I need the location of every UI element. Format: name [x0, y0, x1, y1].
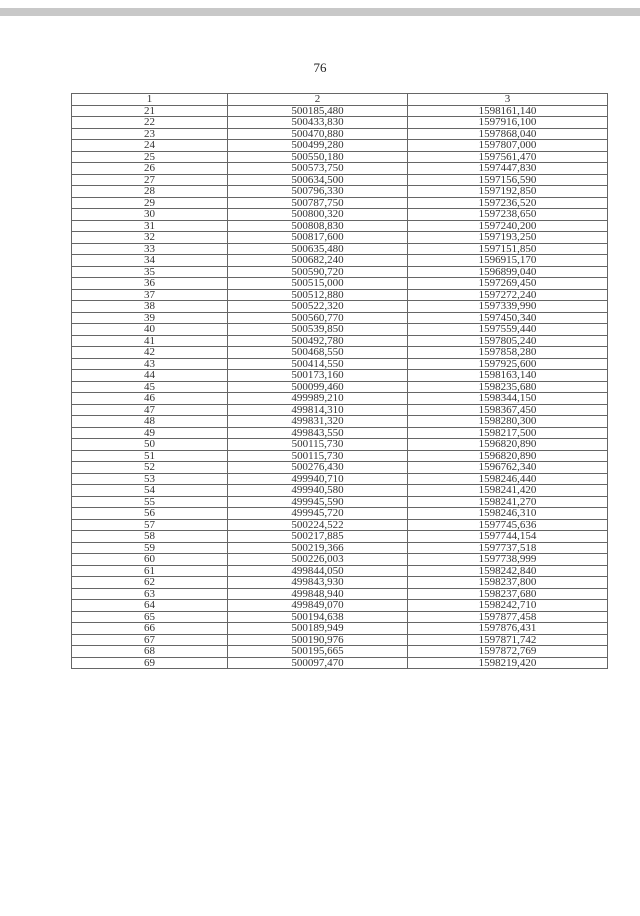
- x-coordinate-cell: 500194,638: [228, 611, 408, 623]
- point-number-cell: 46: [72, 393, 228, 405]
- table-row: [72, 657, 608, 669]
- table-row: [72, 611, 608, 623]
- x-coordinate-cell: 500515,000: [228, 278, 408, 290]
- table-row: [72, 565, 608, 577]
- x-coordinate-cell: 500217,885: [228, 531, 408, 543]
- table-row: [72, 462, 608, 474]
- x-coordinate-cell: 500512,880: [228, 289, 408, 301]
- x-coordinate-cell: 500800,320: [228, 209, 408, 221]
- y-coordinate-cell: 1598235,680: [408, 381, 608, 393]
- y-coordinate-cell: 1596915,170: [408, 255, 608, 267]
- y-coordinate-cell: 1597925,600: [408, 358, 608, 370]
- point-number-cell: 24: [72, 140, 228, 152]
- x-coordinate-cell: 500189,949: [228, 623, 408, 635]
- x-coordinate-cell: 500539,850: [228, 324, 408, 336]
- x-coordinate-cell: 499940,580: [228, 485, 408, 497]
- point-number-cell: 32: [72, 232, 228, 244]
- x-coordinate-cell: 500185,480: [228, 105, 408, 117]
- x-coordinate-cell: 499848,940: [228, 588, 408, 600]
- table-row: [72, 301, 608, 313]
- point-number-cell: 56: [72, 508, 228, 520]
- point-number-cell: 53: [72, 473, 228, 485]
- x-coordinate-cell: 500499,280: [228, 140, 408, 152]
- x-coordinate-cell: 500560,770: [228, 312, 408, 324]
- y-coordinate-cell: 1597858,280: [408, 347, 608, 359]
- x-coordinate-cell: 500492,780: [228, 335, 408, 347]
- y-coordinate-cell: 1597240,200: [408, 220, 608, 232]
- point-number-cell: 35: [72, 266, 228, 278]
- x-coordinate-cell: 500470,880: [228, 128, 408, 140]
- x-coordinate-cell: 500173,160: [228, 370, 408, 382]
- point-number-cell: 62: [72, 577, 228, 589]
- column-header: 3: [408, 94, 608, 106]
- point-number-cell: 40: [72, 324, 228, 336]
- x-coordinate-cell: 499945,720: [228, 508, 408, 520]
- point-number-cell: 58: [72, 531, 228, 543]
- x-coordinate-cell: 499989,210: [228, 393, 408, 405]
- y-coordinate-cell: 1597151,850: [408, 243, 608, 255]
- y-coordinate-cell: 1598241,420: [408, 485, 608, 497]
- point-number-cell: 37: [72, 289, 228, 301]
- table-row: [72, 335, 608, 347]
- table-row: [72, 588, 608, 600]
- x-coordinate-cell: 499849,070: [228, 600, 408, 612]
- table-row: [72, 473, 608, 485]
- x-coordinate-cell: 499843,550: [228, 427, 408, 439]
- x-coordinate-cell: 500550,180: [228, 151, 408, 163]
- x-coordinate-cell: 500635,480: [228, 243, 408, 255]
- point-number-cell: 64: [72, 600, 228, 612]
- table-row: [72, 197, 608, 209]
- table-row: [72, 140, 608, 152]
- point-number-cell: 63: [72, 588, 228, 600]
- x-coordinate-cell: 500097,470: [228, 657, 408, 669]
- table-row: [72, 577, 608, 589]
- point-number-cell: 68: [72, 646, 228, 658]
- point-number-cell: 47: [72, 404, 228, 416]
- point-number-cell: 38: [72, 301, 228, 313]
- table-row: [72, 496, 608, 508]
- y-coordinate-cell: 1597744,154: [408, 531, 608, 543]
- point-number-cell: 66: [72, 623, 228, 635]
- x-coordinate-cell: 500115,730: [228, 450, 408, 462]
- y-coordinate-cell: 1598237,680: [408, 588, 608, 600]
- table-row: [72, 531, 608, 543]
- y-coordinate-cell: 1597877,458: [408, 611, 608, 623]
- coordinates-table: [71, 93, 608, 669]
- x-coordinate-cell: 500522,320: [228, 301, 408, 313]
- point-number-cell: 50: [72, 439, 228, 451]
- y-coordinate-cell: 1598241,270: [408, 496, 608, 508]
- table-row: [72, 439, 608, 451]
- y-coordinate-cell: 1596820,890: [408, 439, 608, 451]
- x-coordinate-cell: 500796,330: [228, 186, 408, 198]
- table-row: [72, 600, 608, 612]
- x-coordinate-cell: 500433,830: [228, 117, 408, 129]
- table-row: [72, 128, 608, 140]
- y-coordinate-cell: 1597339,990: [408, 301, 608, 313]
- x-coordinate-cell: 500226,003: [228, 554, 408, 566]
- x-coordinate-cell: 499940,710: [228, 473, 408, 485]
- x-coordinate-cell: 499831,320: [228, 416, 408, 428]
- point-number-cell: 43: [72, 358, 228, 370]
- x-coordinate-cell: 500224,522: [228, 519, 408, 531]
- table-row: [72, 347, 608, 359]
- y-coordinate-cell: 1597805,240: [408, 335, 608, 347]
- table-body: [72, 105, 608, 669]
- table-row: [72, 427, 608, 439]
- x-coordinate-cell: 500115,730: [228, 439, 408, 451]
- x-coordinate-cell: 500195,665: [228, 646, 408, 658]
- y-coordinate-cell: 1598280,300: [408, 416, 608, 428]
- point-number-cell: 39: [72, 312, 228, 324]
- y-coordinate-cell: 1598219,420: [408, 657, 608, 669]
- y-coordinate-cell: 1598344,150: [408, 393, 608, 405]
- y-coordinate-cell: 1597876,431: [408, 623, 608, 635]
- x-coordinate-cell: 500468,550: [228, 347, 408, 359]
- y-coordinate-cell: 1597868,040: [408, 128, 608, 140]
- y-coordinate-cell: 1597193,250: [408, 232, 608, 244]
- x-coordinate-cell: 500573,750: [228, 163, 408, 175]
- table-row: [72, 519, 608, 531]
- point-number-cell: 28: [72, 186, 228, 198]
- table-row: [72, 312, 608, 324]
- y-coordinate-cell: 1597192,850: [408, 186, 608, 198]
- point-number-cell: 27: [72, 174, 228, 186]
- table-row: [72, 623, 608, 635]
- y-coordinate-cell: 1598237,800: [408, 577, 608, 589]
- point-number-cell: 48: [72, 416, 228, 428]
- x-coordinate-cell: 499814,310: [228, 404, 408, 416]
- y-coordinate-cell: 1596762,340: [408, 462, 608, 474]
- table-row: [72, 381, 608, 393]
- y-coordinate-cell: 1598161,140: [408, 105, 608, 117]
- table-row: [72, 151, 608, 163]
- y-coordinate-cell: 1598367,450: [408, 404, 608, 416]
- y-coordinate-cell: 1597738,999: [408, 554, 608, 566]
- y-coordinate-cell: 1597807,000: [408, 140, 608, 152]
- table-row: [72, 416, 608, 428]
- column-header: 1: [72, 94, 228, 106]
- point-number-cell: 55: [72, 496, 228, 508]
- table-row: [72, 209, 608, 221]
- point-number-cell: 34: [72, 255, 228, 267]
- y-coordinate-cell: 1597447,830: [408, 163, 608, 175]
- point-number-cell: 29: [72, 197, 228, 209]
- table-row: [72, 358, 608, 370]
- table-row: [72, 243, 608, 255]
- x-coordinate-cell: 500414,550: [228, 358, 408, 370]
- point-number-cell: 60: [72, 554, 228, 566]
- table-row: [72, 634, 608, 646]
- y-coordinate-cell: 1597561,470: [408, 151, 608, 163]
- y-coordinate-cell: 1598246,440: [408, 473, 608, 485]
- table-row: [72, 485, 608, 497]
- point-number-cell: 54: [72, 485, 228, 497]
- point-number-cell: 23: [72, 128, 228, 140]
- x-coordinate-cell: 500682,240: [228, 255, 408, 267]
- point-number-cell: 59: [72, 542, 228, 554]
- y-coordinate-cell: 1596899,040: [408, 266, 608, 278]
- point-number-cell: 65: [72, 611, 228, 623]
- x-coordinate-cell: 500190,976: [228, 634, 408, 646]
- x-coordinate-cell: 500276,430: [228, 462, 408, 474]
- y-coordinate-cell: 1596820,890: [408, 450, 608, 462]
- point-number-cell: 45: [72, 381, 228, 393]
- x-coordinate-cell: 500787,750: [228, 197, 408, 209]
- table-row: [72, 174, 608, 186]
- point-number-cell: 52: [72, 462, 228, 474]
- point-number-cell: 69: [72, 657, 228, 669]
- scan-top-bar: [0, 8, 640, 16]
- point-number-cell: 26: [72, 163, 228, 175]
- table-row: [72, 105, 608, 117]
- point-number-cell: 22: [72, 117, 228, 129]
- x-coordinate-cell: 500590,720: [228, 266, 408, 278]
- table-row: [72, 404, 608, 416]
- point-number-cell: 41: [72, 335, 228, 347]
- x-coordinate-cell: 499843,930: [228, 577, 408, 589]
- table-row: [72, 508, 608, 520]
- point-number-cell: 21: [72, 105, 228, 117]
- x-coordinate-cell: 500634,500: [228, 174, 408, 186]
- y-coordinate-cell: 1597269,450: [408, 278, 608, 290]
- x-coordinate-cell: 499844,050: [228, 565, 408, 577]
- table-row: [72, 232, 608, 244]
- x-coordinate-cell: 500808,830: [228, 220, 408, 232]
- table-row: [72, 278, 608, 290]
- point-number-cell: 31: [72, 220, 228, 232]
- y-coordinate-cell: 1598242,840: [408, 565, 608, 577]
- point-number-cell: 51: [72, 450, 228, 462]
- table-row: [72, 117, 608, 129]
- point-number-cell: 44: [72, 370, 228, 382]
- x-coordinate-cell: 500219,366: [228, 542, 408, 554]
- table-row: [72, 266, 608, 278]
- y-coordinate-cell: 1598242,710: [408, 600, 608, 612]
- table-row: [72, 393, 608, 405]
- table-row: [72, 186, 608, 198]
- x-coordinate-cell: 499945,590: [228, 496, 408, 508]
- table-row: [72, 646, 608, 658]
- y-coordinate-cell: 1597745,636: [408, 519, 608, 531]
- x-coordinate-cell: 500099,460: [228, 381, 408, 393]
- y-coordinate-cell: 1597737,518: [408, 542, 608, 554]
- point-number-cell: 36: [72, 278, 228, 290]
- table-row: [72, 163, 608, 175]
- column-header: 2: [228, 94, 408, 106]
- x-coordinate-cell: 500817,600: [228, 232, 408, 244]
- y-coordinate-cell: 1597238,650: [408, 209, 608, 221]
- y-coordinate-cell: 1597272,240: [408, 289, 608, 301]
- y-coordinate-cell: 1598246,310: [408, 508, 608, 520]
- table-row: [72, 289, 608, 301]
- y-coordinate-cell: 1597450,340: [408, 312, 608, 324]
- table-row: [72, 450, 608, 462]
- point-number-cell: 61: [72, 565, 228, 577]
- table-row: [72, 220, 608, 232]
- table-row: [72, 324, 608, 336]
- table-row: [72, 554, 608, 566]
- y-coordinate-cell: 1598217,500: [408, 427, 608, 439]
- y-coordinate-cell: 1597871,742: [408, 634, 608, 646]
- point-number-cell: 25: [72, 151, 228, 163]
- table-header-row: [72, 94, 608, 106]
- y-coordinate-cell: 1597559,440: [408, 324, 608, 336]
- point-number-cell: 33: [72, 243, 228, 255]
- y-coordinate-cell: 1598163,140: [408, 370, 608, 382]
- y-coordinate-cell: 1597872,769: [408, 646, 608, 658]
- y-coordinate-cell: 1597156,590: [408, 174, 608, 186]
- table-row: [72, 542, 608, 554]
- point-number-cell: 57: [72, 519, 228, 531]
- point-number-cell: 67: [72, 634, 228, 646]
- y-coordinate-cell: 1597236,520: [408, 197, 608, 209]
- y-coordinate-cell: 1597916,100: [408, 117, 608, 129]
- point-number-cell: 30: [72, 209, 228, 221]
- table-row: [72, 255, 608, 267]
- page-number: 76: [313, 60, 327, 75]
- point-number-cell: 42: [72, 347, 228, 359]
- table-row: [72, 370, 608, 382]
- point-number-cell: 49: [72, 427, 228, 439]
